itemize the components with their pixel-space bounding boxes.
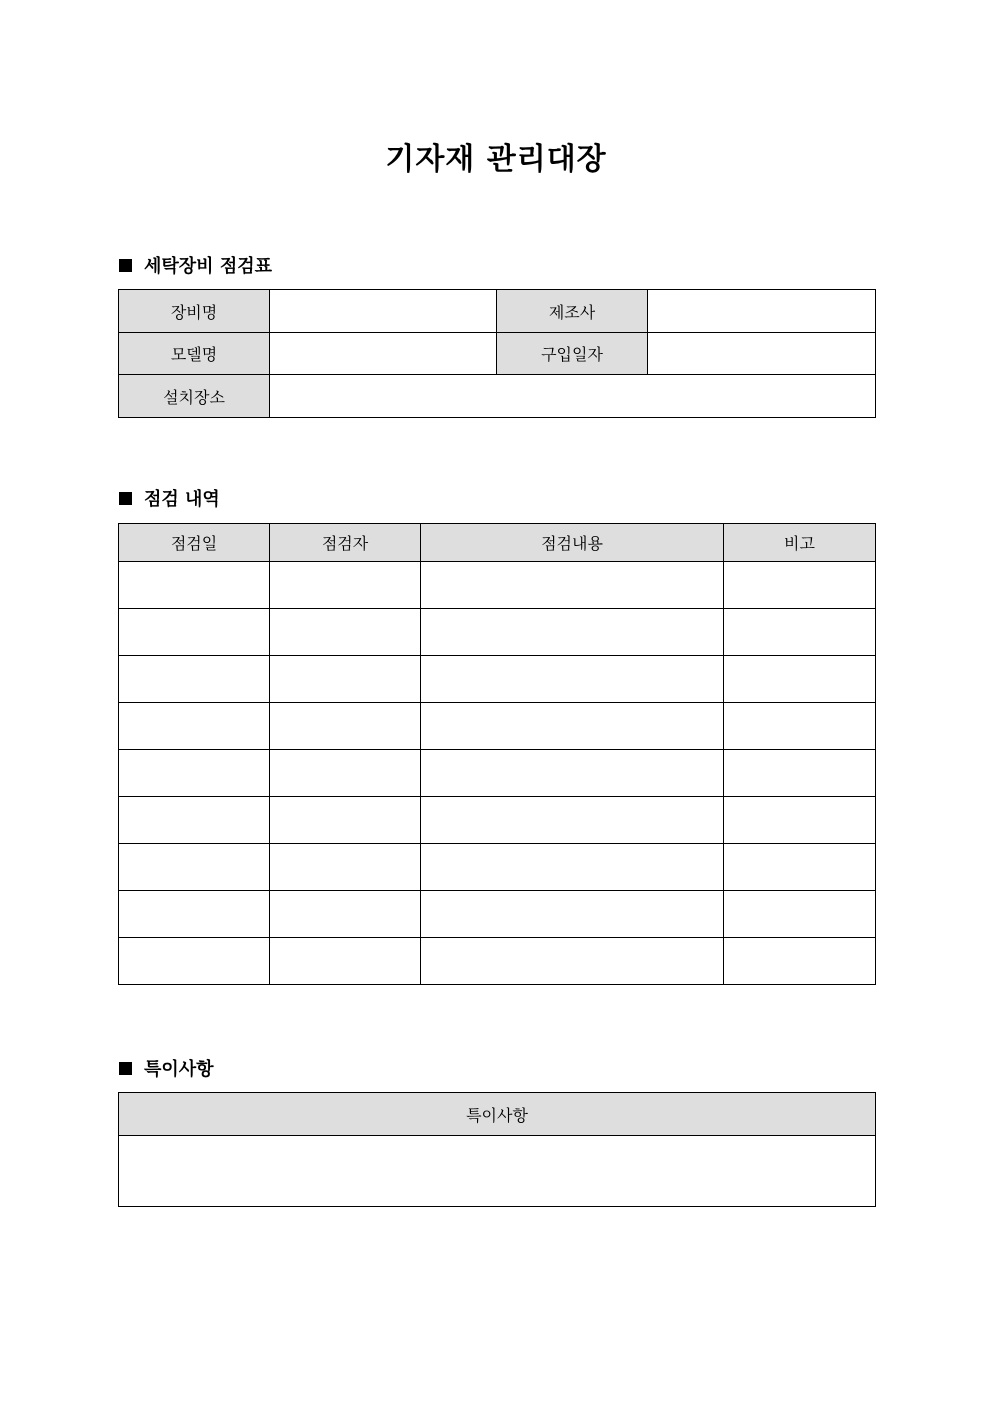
remarks-cell[interactable]	[724, 750, 876, 797]
inspection-details-cell[interactable]	[421, 750, 724, 797]
notes-section-heading	[119, 1056, 214, 1080]
square-bullet-icon	[119, 259, 132, 272]
inspection-details-cell[interactable]	[421, 703, 724, 750]
table-row	[119, 656, 876, 703]
column-header-inspection-details: 점검내용	[421, 524, 724, 562]
model-name-label: 모델명	[119, 333, 270, 375]
table-row	[119, 844, 876, 891]
inspection-date-cell[interactable]	[119, 844, 270, 891]
manufacturer-label: 제조사	[497, 290, 648, 333]
inspection-date-cell[interactable]	[119, 891, 270, 938]
inspector-cell[interactable]	[270, 562, 421, 609]
inspection-details-cell[interactable]	[421, 938, 724, 985]
inspection-details-cell[interactable]	[421, 656, 724, 703]
inspector-cell[interactable]	[270, 797, 421, 844]
remarks-cell[interactable]	[724, 797, 876, 844]
notes-table	[118, 1092, 876, 1207]
inspection-date-cell[interactable]	[119, 750, 270, 797]
inspector-cell[interactable]	[270, 938, 421, 985]
notes-content-field[interactable]	[119, 1136, 876, 1207]
equipment-name-label: 장비명	[119, 290, 270, 333]
inspection-date-cell[interactable]	[119, 703, 270, 750]
inspection-date-cell[interactable]	[119, 656, 270, 703]
remarks-cell[interactable]	[724, 703, 876, 750]
notes-section-title: 특이사항	[144, 1059, 214, 1080]
equipment-section-title: 세탁장비 점검표	[144, 256, 272, 277]
inspection-date-cell[interactable]	[119, 938, 270, 985]
inspector-cell[interactable]	[270, 703, 421, 750]
install-location-field[interactable]	[270, 375, 876, 418]
inspection-details-cell[interactable]	[421, 609, 724, 656]
inspector-cell[interactable]	[270, 656, 421, 703]
table-row	[119, 797, 876, 844]
table-row	[119, 938, 876, 985]
table-row	[119, 750, 876, 797]
page-title: 기자재 관리대장	[385, 142, 607, 177]
inspector-cell[interactable]	[270, 750, 421, 797]
square-bullet-icon	[119, 492, 132, 505]
inspection-history-table	[118, 523, 876, 985]
column-header-remarks: 비고	[724, 524, 876, 562]
inspection-details-cell[interactable]	[421, 891, 724, 938]
manufacturer-field[interactable]	[648, 290, 876, 333]
inspection-date-cell[interactable]	[119, 562, 270, 609]
table-row	[119, 562, 876, 609]
remarks-cell[interactable]	[724, 562, 876, 609]
table-row	[119, 891, 876, 938]
inspection-date-cell[interactable]	[119, 609, 270, 656]
remarks-cell[interactable]	[724, 891, 876, 938]
inspector-cell[interactable]	[270, 844, 421, 891]
remarks-cell[interactable]	[724, 609, 876, 656]
purchase-date-field[interactable]	[648, 333, 876, 375]
notes-header: 특이사항	[119, 1093, 876, 1136]
inspection-details-cell[interactable]	[421, 844, 724, 891]
remarks-cell[interactable]	[724, 844, 876, 891]
inspector-cell[interactable]	[270, 891, 421, 938]
inspection-date-cell[interactable]	[119, 797, 270, 844]
column-header-inspector: 점검자	[270, 524, 421, 562]
purchase-date-label: 구입일자	[497, 333, 648, 375]
inspector-cell[interactable]	[270, 609, 421, 656]
column-header-inspection-date: 점검일	[119, 524, 270, 562]
inspection-section-heading	[119, 486, 220, 510]
remarks-cell[interactable]	[724, 938, 876, 985]
square-bullet-icon	[119, 1062, 132, 1075]
install-location-label: 설치장소	[119, 375, 270, 418]
equipment-info-table	[118, 289, 876, 418]
inspection-section-title: 점검 내역	[144, 489, 220, 510]
table-row	[119, 609, 876, 656]
equipment-name-field[interactable]	[270, 290, 497, 333]
inspection-details-cell[interactable]	[421, 797, 724, 844]
model-name-field[interactable]	[270, 333, 497, 375]
remarks-cell[interactable]	[724, 656, 876, 703]
inspection-details-cell[interactable]	[421, 562, 724, 609]
table-row	[119, 703, 876, 750]
equipment-section-heading	[119, 253, 272, 277]
